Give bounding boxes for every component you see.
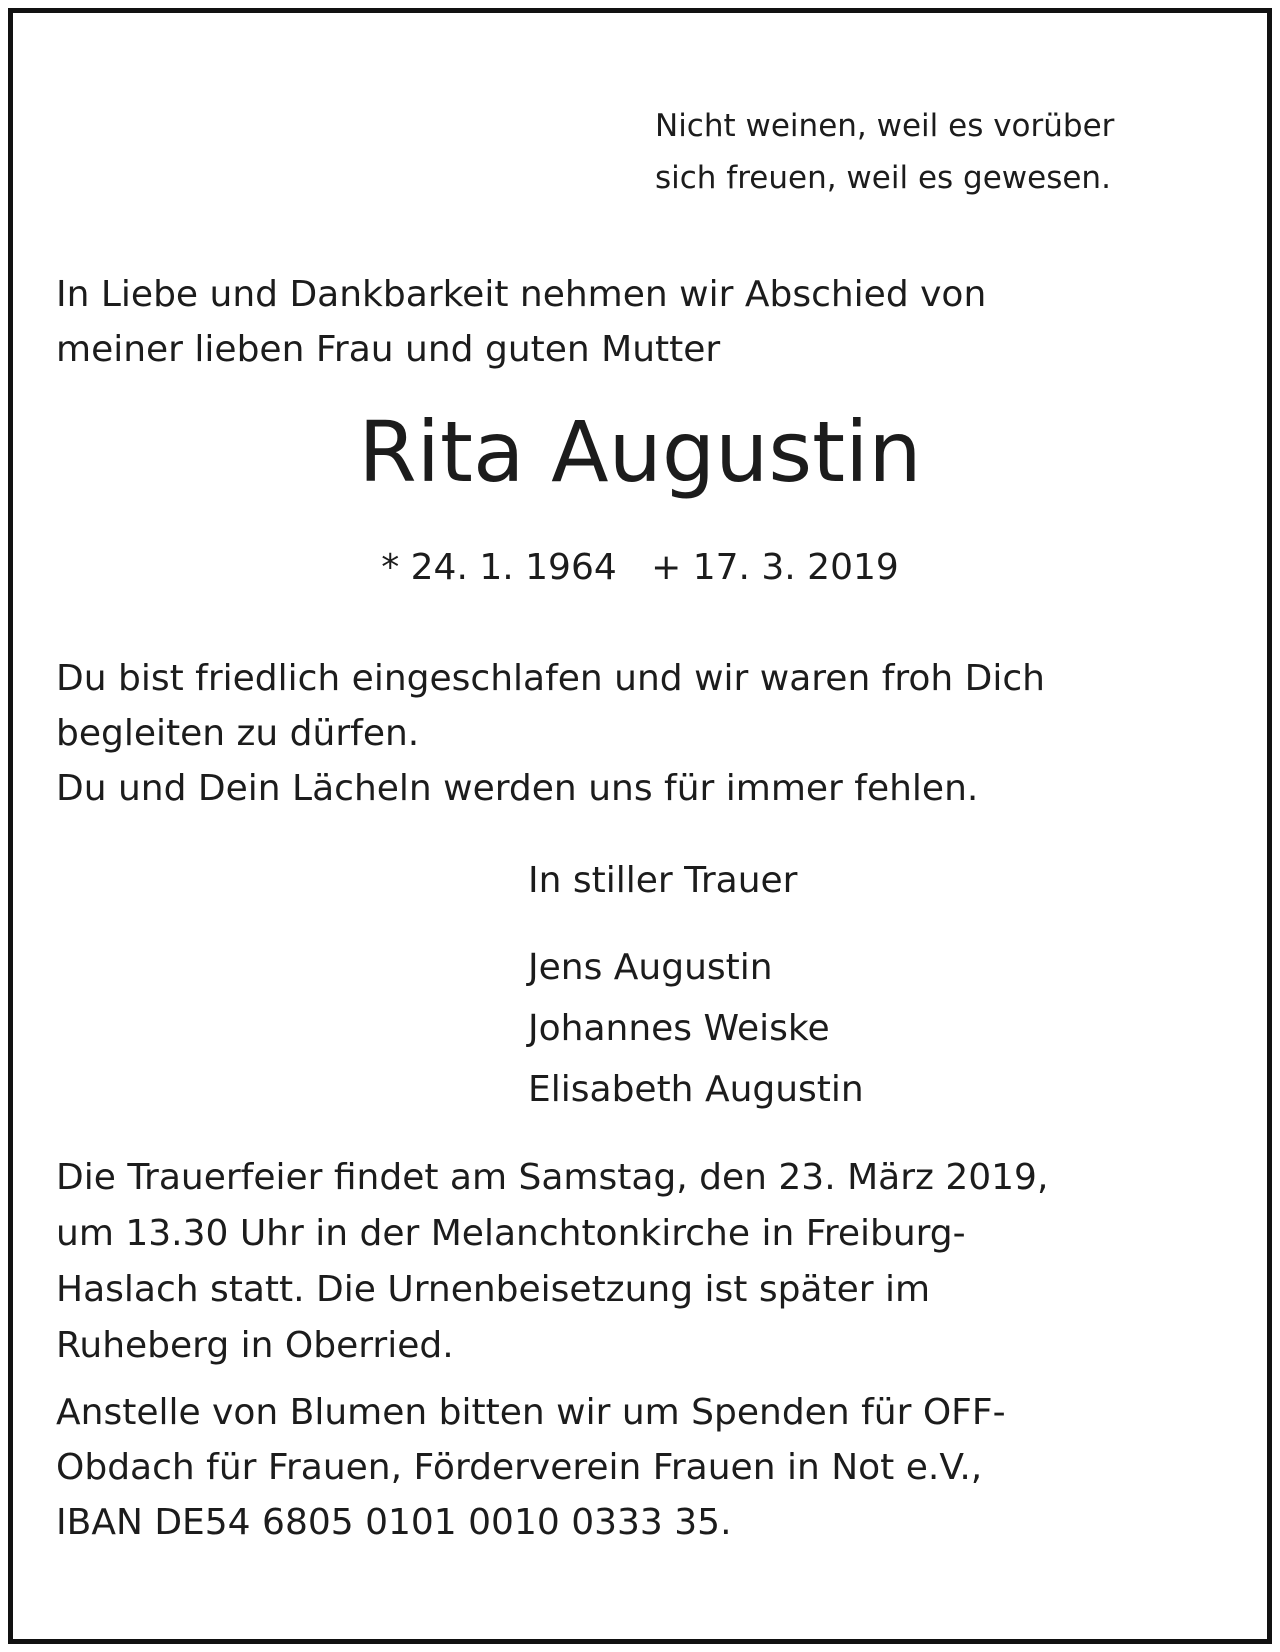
donation-line: Obdach für Frauen, Förderverein Frauen in Not e.V., [56, 1447, 983, 1488]
intro-line: In Liebe und Dankbarkeit nehmen wir Abschied von [56, 274, 987, 315]
service-line: um 13.30 Uhr in der Melanchtonkirche in Freiburg- [56, 1213, 966, 1254]
intro-line: meiner lieben Frau und guten Mutter [56, 329, 721, 370]
message-line: begleiten zu dürfen. [56, 713, 420, 754]
mourner-name: Johannes Weiske [528, 1008, 830, 1049]
intro-text [56, 267, 986, 377]
deceased-name: Rita Augustin [358, 403, 922, 501]
farewell-message [56, 651, 1045, 816]
life-dates: * 24. 1. 1964 + 17. 3. 2019 [381, 547, 899, 588]
service-line: Ruheberg in Oberried. [56, 1325, 454, 1366]
donation-line: Anstelle von Blumen bitten wir um Spenden für OFF- [56, 1392, 1006, 1433]
service-line: Die Trauerfeier findet am Samstag, den 23. März 2019, [56, 1157, 1049, 1198]
mourner-name: Jens Augustin [528, 947, 773, 988]
service-details [56, 1150, 1048, 1374]
donation-request [56, 1385, 1006, 1550]
message-line: Du bist friedlich eingeschlafen und wir waren froh Dich [56, 658, 1045, 699]
motto-line: Nicht weinen, weil es vorüber [655, 108, 1115, 144]
motto-line: sich freuen, weil es gewesen. [655, 160, 1111, 196]
message-line: Du und Dein Lächeln werden uns für immer fehlen. [56, 768, 979, 809]
donation-line: IBAN DE54 6805 0101 0010 0333 35. [56, 1502, 732, 1543]
mourning-heading: In stiller Trauer [528, 860, 798, 901]
mourner-names [528, 937, 864, 1120]
mourner-name: Elisabeth Augustin [528, 1069, 864, 1110]
service-line: Haslach statt. Die Urnenbeisetzung ist später im [56, 1269, 931, 1310]
motto-quote [655, 100, 1114, 204]
